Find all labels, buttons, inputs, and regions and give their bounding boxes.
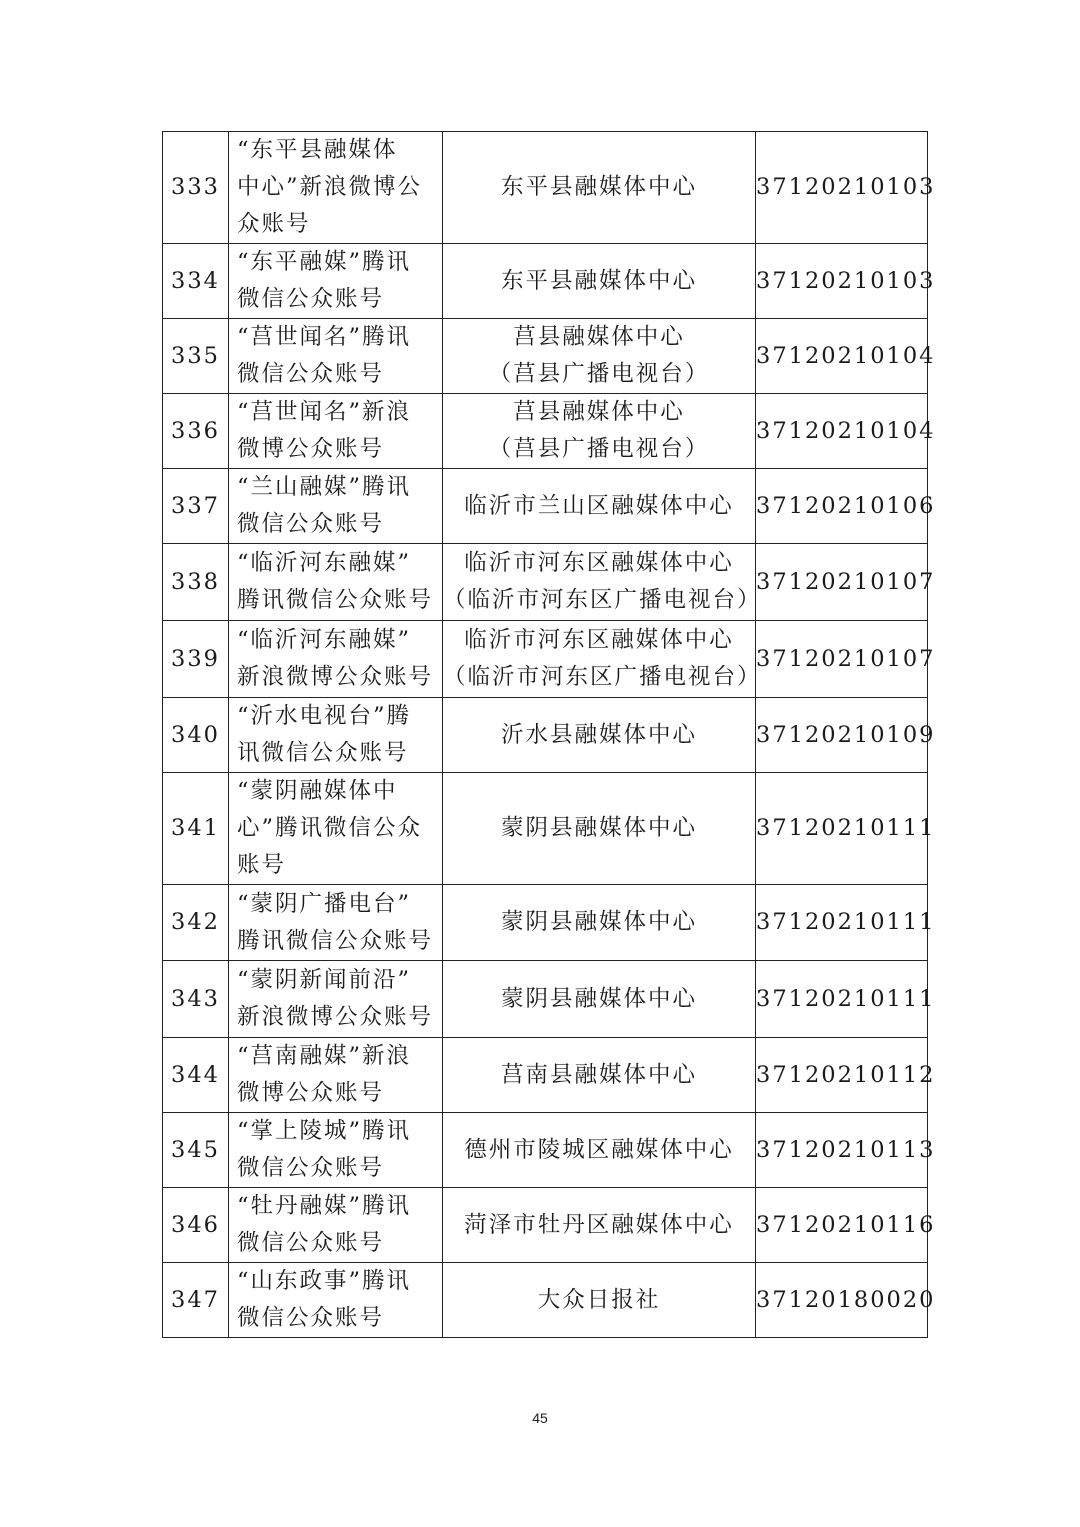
account-name-line: “牡丹融媒”腾讯	[237, 1193, 412, 1219]
organization-line: （临沂市河东区广播电视台）	[443, 587, 762, 613]
row-index: 337	[163, 469, 229, 544]
account-name-line: 新浪微博公众账号	[237, 664, 434, 690]
account-name-line: “沂水电视台”腾	[237, 703, 412, 729]
row-index: 344	[163, 1038, 229, 1113]
row-index: 343	[163, 961, 229, 1038]
account-name-cell	[229, 621, 443, 698]
account-name-cell	[229, 698, 443, 773]
organization-line: 临沂市河东区融媒体中心	[464, 627, 734, 653]
table-row	[163, 319, 928, 394]
organization-line: 蒙阴县融媒体中心	[500, 985, 697, 1012]
account-name-line: 微信公众账号	[237, 1155, 385, 1181]
license-code: 37120210113	[756, 1113, 928, 1188]
license-code: 37120210107	[756, 621, 928, 698]
organization-cell	[443, 244, 756, 319]
row-index: 341	[163, 773, 229, 885]
table-row	[163, 1038, 928, 1113]
organization-cell	[443, 1038, 756, 1113]
row-index: 333	[163, 132, 229, 244]
license-code: 37120210103	[756, 132, 928, 244]
account-name-line: “临沂河东融媒”	[237, 627, 412, 653]
organization-line: 大众日报社	[537, 1286, 661, 1313]
table-row	[163, 1113, 928, 1188]
organization-line: 莒县融媒体中心	[513, 324, 685, 350]
table-row	[163, 961, 928, 1038]
organization-line: 菏泽市牡丹区融媒体中心	[464, 1211, 734, 1238]
account-name-line: 中心”新浪微博公	[237, 174, 423, 200]
organization-line: （临沂市河东区广播电视台）	[443, 664, 762, 690]
organization-cell	[443, 1263, 756, 1338]
organization-cell	[443, 132, 756, 244]
account-name-line: 微信公众账号	[237, 511, 385, 537]
account-name-cell	[229, 1188, 443, 1263]
organization-cell	[443, 394, 756, 469]
organization-line: （莒县广播电视台）	[488, 436, 710, 462]
account-name-line: 新浪微博公众账号	[237, 1004, 434, 1030]
license-code: 37120210107	[756, 544, 928, 621]
license-code: 37120210104	[756, 394, 928, 469]
account-name-line: “蒙阴广播电台”	[237, 890, 412, 917]
account-name-cell	[229, 773, 443, 885]
license-code: 37120210116	[756, 1188, 928, 1263]
organization-line: （莒县广播电视台）	[488, 361, 710, 387]
account-name-cell	[229, 961, 443, 1038]
account-name-cell	[229, 132, 443, 244]
license-code: 37120210104	[756, 319, 928, 394]
row-index: 346	[163, 1188, 229, 1263]
account-name-cell	[229, 1113, 443, 1188]
table-row	[163, 698, 928, 773]
row-index: 340	[163, 698, 229, 773]
account-name-cell	[229, 1263, 443, 1338]
organization-cell	[443, 469, 756, 544]
account-name-line: 腾讯微信公众账号	[237, 587, 434, 613]
table-row	[163, 469, 928, 544]
account-name-line: “莒南融媒”新浪	[237, 1043, 412, 1069]
row-index: 342	[163, 885, 229, 961]
account-name-line: 众账号	[237, 211, 311, 237]
account-name-cell	[229, 1038, 443, 1113]
license-code: 37120210112	[756, 1038, 928, 1113]
account-name-cell	[229, 394, 443, 469]
account-name-cell	[229, 885, 443, 961]
license-code: 37120210109	[756, 698, 928, 773]
account-name-line: “蒙阴新闻前沿”	[237, 967, 412, 993]
account-name-line: 账号	[237, 852, 287, 878]
table-row	[163, 132, 928, 244]
account-name-line: “蒙阴融媒体中	[237, 778, 398, 804]
organization-line: 临沂市兰山区融媒体中心	[464, 492, 734, 519]
organization-cell	[443, 1188, 756, 1263]
row-index: 336	[163, 394, 229, 469]
account-name-line: “莒世闻名”腾讯	[237, 324, 412, 350]
organization-cell	[443, 319, 756, 394]
organization-cell	[443, 961, 756, 1038]
organization-line: 莒南县融媒体中心	[500, 1061, 697, 1088]
registry-table	[162, 131, 936, 1338]
organization-cell	[443, 698, 756, 773]
table-row	[163, 1263, 928, 1338]
account-name-line: “莒世闻名”新浪	[237, 399, 412, 425]
organization-line: 东平县融媒体中心	[500, 174, 697, 200]
account-name-line: 微信公众账号	[237, 1230, 385, 1256]
account-name-line: “临沂河东融媒”	[237, 550, 412, 576]
row-index: 345	[163, 1113, 229, 1188]
organization-line: 临沂市河东区融媒体中心	[464, 550, 734, 576]
organization-cell	[443, 773, 756, 885]
row-index: 338	[163, 544, 229, 621]
organization-cell	[443, 885, 756, 961]
license-code: 37120210103	[756, 244, 928, 319]
account-name-line: “兰山融媒”腾讯	[237, 474, 412, 500]
table-row	[163, 544, 928, 621]
row-index: 339	[163, 621, 229, 698]
table-row	[163, 394, 928, 469]
license-code: 37120210106	[756, 469, 928, 544]
account-name-line: 微信公众账号	[237, 286, 385, 312]
license-code: 37120210111	[756, 773, 928, 885]
account-name-line: “东平融媒”腾讯	[237, 249, 412, 275]
account-name-line: 讯微信公众账号	[237, 740, 409, 766]
organization-line: 沂水县融媒体中心	[500, 721, 697, 748]
account-name-line: 腾讯微信公众账号	[237, 927, 434, 954]
organization-cell	[443, 1113, 756, 1188]
license-code: 37120210111	[756, 961, 928, 1038]
organization-cell	[443, 621, 762, 698]
account-name-cell	[229, 244, 443, 319]
table-row	[163, 1188, 928, 1263]
organization-line: 莒县融媒体中心	[513, 399, 685, 425]
table-row	[163, 244, 928, 319]
page-number: 45	[532, 1410, 548, 1426]
organization-line: 东平县融媒体中心	[500, 267, 697, 294]
license-code: 37120210111	[756, 885, 928, 961]
account-name-line: 微博公众账号	[237, 436, 385, 462]
account-name-cell	[229, 544, 443, 621]
organization-cell	[443, 544, 762, 621]
organization-line: 德州市陵城区融媒体中心	[464, 1136, 734, 1163]
organization-line: 蒙阴县融媒体中心	[500, 909, 697, 935]
account-name-line: “山东政事”腾讯	[237, 1268, 412, 1294]
account-name-line: “东平县融媒体	[237, 137, 398, 163]
organization-line: 蒙阴县融媒体中心	[500, 815, 697, 841]
table-row	[163, 621, 928, 698]
account-name-cell	[229, 469, 443, 544]
row-index: 334	[163, 244, 229, 319]
license-code: 37120180020	[756, 1263, 928, 1338]
table-row	[163, 773, 928, 885]
row-index: 347	[163, 1263, 229, 1338]
account-name-line: “掌上陵城”腾讯	[237, 1118, 412, 1144]
account-name-line: 微信公众账号	[237, 361, 385, 387]
account-name-cell	[229, 319, 443, 394]
registry-table-body	[163, 132, 936, 1338]
table-row	[163, 885, 928, 961]
account-name-line: 微信公众账号	[237, 1305, 385, 1331]
account-name-line: 微博公众账号	[237, 1080, 385, 1106]
row-index: 335	[163, 319, 229, 394]
account-name-line: 心”腾讯微信公众	[237, 815, 423, 841]
